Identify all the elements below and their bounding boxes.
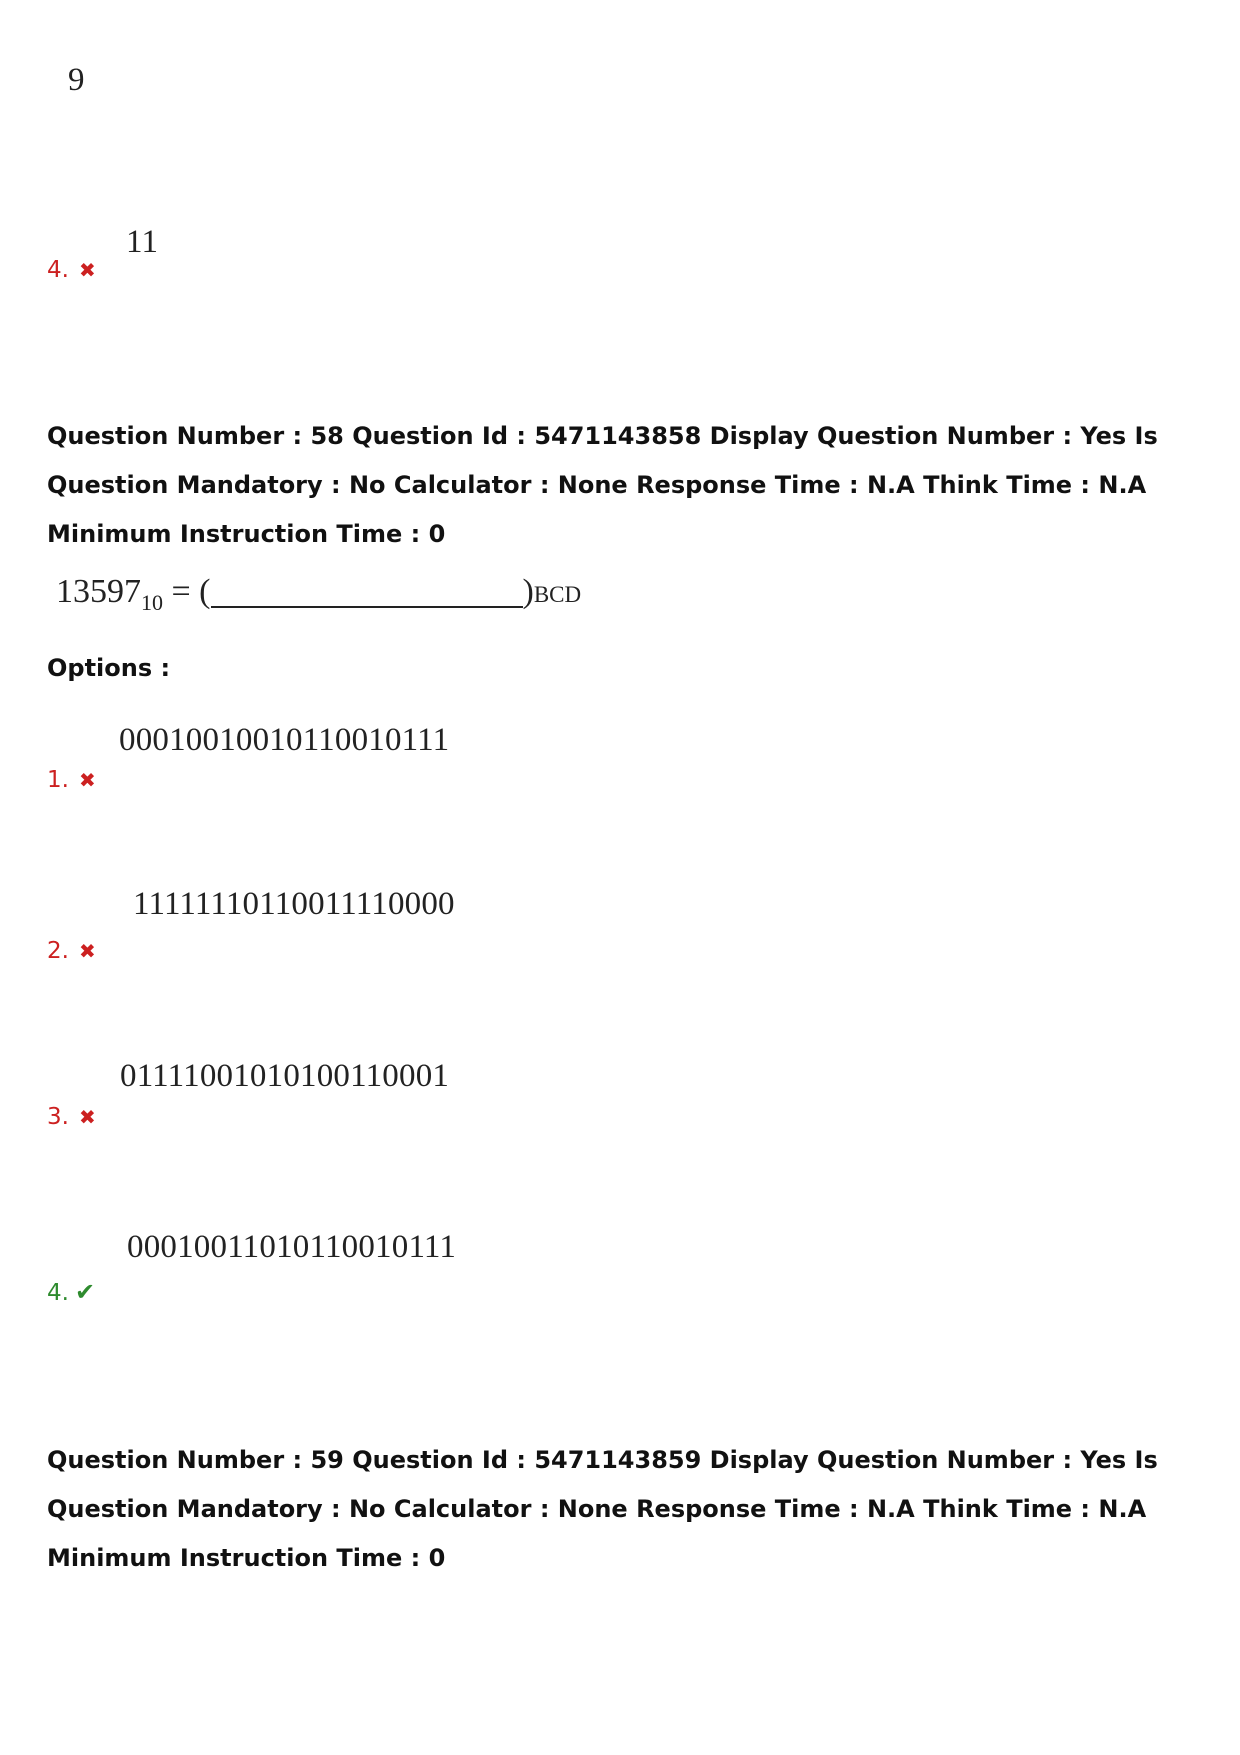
options-label: Options : (47, 654, 171, 682)
option-number: 1. (47, 767, 69, 793)
option-number: 3. (47, 1104, 69, 1130)
cross-icon: ✖ (78, 258, 96, 282)
question-header: Question Number : 58 Question Id : 5471143858 Display Question Number : Yes Is Question Mandatory : No Calculator : None Response Time : N.A Think Time : N.A Minimum Instruction Time : 0 (47, 422, 1158, 548)
option-number: 4. (47, 1280, 69, 1306)
answer-blank (211, 576, 523, 608)
option-4-label (47, 256, 96, 284)
stem-close: ) (522, 573, 534, 610)
option-3-value-q58: 01111001010100110001 (120, 1058, 450, 1094)
question-stem (56, 573, 581, 616)
stem-target: BCD (533, 582, 582, 607)
stem-base: 10 (141, 589, 163, 615)
option-3-value: 9 (68, 62, 85, 98)
option-number: 2. (47, 938, 69, 964)
stem-number: 13597 (56, 573, 141, 610)
question-header-59: Question Number : 59 Question Id : 5471143859 Display Question Number : Yes Is Question Mandatory : No Calculator : None Response Time : N.A Think Time : N.A Minimum Instruction Time : 0 (47, 1446, 1158, 1572)
option-1-value: 00010010010110010111 (119, 722, 450, 758)
option-2-label (47, 937, 96, 965)
option-4-label-q58 (47, 1278, 95, 1307)
option-4-value: 11 (126, 224, 159, 260)
cross-icon: ✖ (78, 939, 96, 963)
option-number: 4. (47, 257, 69, 283)
option-2-value: 11111110110011110000 (133, 886, 455, 922)
option-1-label (47, 766, 96, 794)
stem-equals: = ( (171, 573, 211, 610)
cross-icon: ✖ (78, 1105, 96, 1129)
check-icon: ✔ (74, 1278, 96, 1306)
option-3-label (47, 1103, 96, 1131)
option-4-value-q58: 00010011010110010111 (127, 1229, 457, 1265)
cross-icon: ✖ (78, 768, 96, 792)
